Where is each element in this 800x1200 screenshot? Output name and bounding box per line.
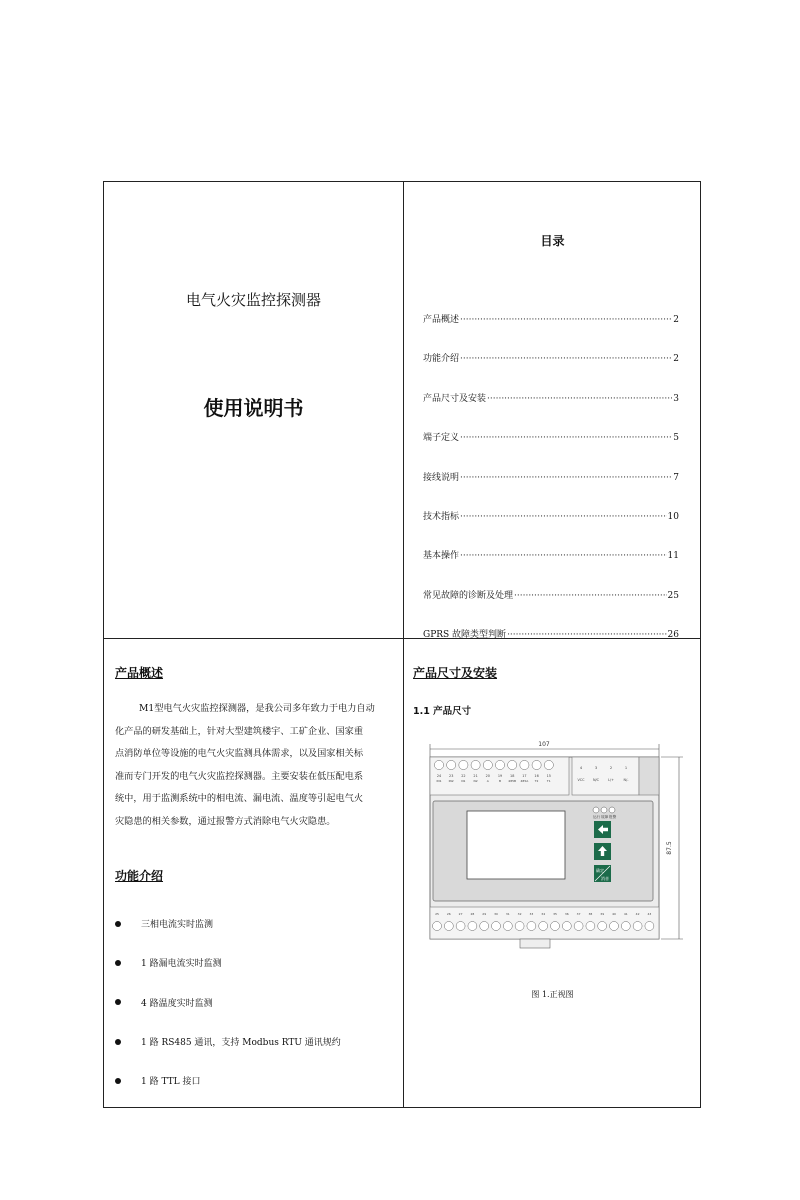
toc-page-number: 10 — [667, 511, 679, 522]
overview-line: 点消防单位等设施的电气火灾监测具体需求，以及国家相关标 — [115, 748, 364, 760]
terminal-number: 21 — [473, 774, 478, 778]
terminal-label: N2 — [473, 779, 478, 783]
terminal-number: 34 — [541, 912, 546, 916]
terminal-label: N1 — [461, 779, 466, 783]
terminal-label: N/- — [623, 778, 629, 782]
terminal-number: 36 — [564, 912, 569, 916]
terminal-screw-icon — [480, 922, 489, 931]
terminal-screw-icon — [456, 922, 465, 931]
indicator-label: 运行 — [593, 815, 601, 819]
toc-panel — [404, 182, 701, 641]
terminal-number: 18 — [510, 774, 515, 778]
terminal-number: 27 — [458, 912, 463, 916]
manual-subtitle: 使用说明书 — [203, 396, 304, 420]
toc-leader-dots — [460, 551, 667, 561]
indicator-label: 故障 — [601, 815, 609, 819]
bullet-icon — [115, 1078, 121, 1084]
fault-indicator-icon — [601, 807, 607, 813]
terminal-screw-icon — [434, 760, 443, 769]
terminal-screw-icon — [633, 922, 642, 931]
toc-leader-dots — [460, 433, 672, 443]
terminal-screw-icon — [562, 922, 571, 931]
terminal-screw-icon — [532, 760, 541, 769]
toc-item[interactable] — [423, 588, 679, 627]
bullet-icon — [115, 1039, 121, 1045]
terminal-screw-icon — [621, 922, 630, 931]
terminal-number: 40 — [612, 912, 616, 916]
toc-item[interactable] — [423, 351, 679, 390]
terminal-number: 22 — [461, 774, 466, 778]
terminal-number: 31 — [505, 912, 510, 916]
dimensions-heading: 产品尺寸及安装 — [413, 666, 498, 680]
terminal-number: 43 — [647, 912, 652, 916]
terminal-label: IN1 — [436, 779, 442, 783]
figure-caption: 图 1.正视图 — [531, 990, 574, 999]
cover-panel — [104, 182, 403, 638]
toc-item-label: GPRS 故障类型判断 — [423, 630, 507, 641]
toc-leader-dots — [460, 315, 672, 325]
terminal-label: 485B — [508, 779, 517, 783]
overview-heading: 产品概述 — [115, 666, 164, 680]
height-dimension-label: 87.5 — [666, 841, 673, 855]
terminal-screw-icon — [495, 760, 504, 769]
toc-item-label: 技术指标 — [423, 511, 460, 522]
terminal-number: 3 — [594, 766, 598, 770]
toc-page-number: 7 — [673, 472, 679, 483]
feature-item-text: 三相电流实时监测 — [141, 920, 214, 931]
terminal-number: 28 — [470, 912, 475, 916]
terminal-label: 485A — [520, 779, 529, 783]
overview-line: 灾隐患的相关参数，通过报警方式消除电气火灾隐患。 — [115, 815, 336, 827]
enter-key-label: 确定 — [596, 868, 604, 873]
side-rail — [639, 757, 659, 795]
terminal-number: 4 — [579, 766, 583, 770]
terminal-number: 42 — [635, 912, 640, 916]
terminal-label: N/C — [592, 778, 600, 782]
toc-item-label: 产品尺寸及安装 — [423, 393, 487, 404]
features-heading: 功能介绍 — [115, 869, 164, 883]
terminal-number: 41 — [623, 912, 628, 916]
terminal-number: 15 — [546, 774, 551, 778]
terminal-screw-icon — [520, 760, 529, 769]
power-terminal-block — [572, 757, 639, 795]
terminal-label: L/+ — [608, 778, 614, 782]
toc-list — [423, 312, 679, 667]
feature-item — [115, 1061, 341, 1100]
feature-item-text: 1 路 RS485 通讯，支持 Modbus RTU 通讯规约 — [141, 1038, 341, 1049]
feature-item-text: 1 路漏电流实时监测 — [141, 959, 222, 970]
dimensions-panel — [404, 639, 701, 1107]
terminal-number: 39 — [600, 912, 605, 916]
terminal-screw-icon — [483, 760, 492, 769]
terminal-number: 17 — [522, 774, 527, 778]
terminal-screw-icon — [586, 922, 595, 931]
overview-line: 统中，用于监测系统中的相电流、漏电流、温度等引起电气火 — [115, 793, 364, 805]
overview-line: 化产品的研发基础上，针对大型建筑楼宇、工矿企业、国家重 — [115, 725, 364, 737]
toc-leader-dots — [460, 512, 667, 522]
terminal-label: B — [498, 779, 502, 783]
toc-item-label: 接线说明 — [423, 472, 460, 483]
bullet-icon — [115, 960, 121, 966]
terminal-screw-icon — [539, 922, 548, 931]
overview-paragraph — [115, 698, 393, 834]
terminal-number: 33 — [529, 912, 534, 916]
terminal-number: 37 — [576, 912, 581, 916]
terminal-number: 1 — [624, 766, 628, 770]
terminal-screw-icon — [492, 922, 501, 931]
toc-item-label: 功能介绍 — [423, 354, 460, 365]
toc-page-number: 11 — [667, 551, 679, 562]
terminal-number: 38 — [588, 912, 593, 916]
terminal-label: A — [486, 779, 489, 783]
terminal-screw-icon — [551, 922, 560, 931]
overview-line: M1型电气火灾监控探测器，是我公司多年致力于电力自动 — [139, 703, 375, 714]
toc-item[interactable] — [423, 509, 679, 548]
terminal-screw-icon — [574, 922, 583, 931]
toc-page-number: 2 — [673, 315, 679, 325]
terminal-screw-icon — [447, 760, 456, 769]
toc-leader-dots — [487, 394, 672, 404]
toc-leader-dots — [460, 354, 672, 364]
terminal-screw-icon — [598, 922, 607, 931]
toc-page-number: 5 — [673, 433, 679, 444]
feature-list — [115, 904, 341, 1100]
toc-page-number: 3 — [673, 393, 679, 404]
terminal-screw-icon — [459, 760, 468, 769]
feature-item-text: 4 路温度实时监测 — [141, 998, 213, 1009]
bullet-icon — [115, 999, 121, 1005]
terminal-screw-icon — [527, 922, 536, 931]
manual-page-grid — [103, 181, 701, 1108]
toc-item-label: 产品概述 — [423, 315, 460, 325]
display-screen — [467, 811, 565, 879]
terminal-label: VCC — [577, 778, 585, 782]
toc-page-number: 25 — [667, 590, 679, 601]
terminal-label: T1 — [546, 779, 551, 783]
front-view-drawing — [417, 717, 687, 987]
mute-key-label: 消音 — [601, 876, 609, 881]
bullet-icon — [115, 921, 121, 927]
run-indicator-icon — [593, 807, 599, 813]
din-rail-clip — [520, 939, 550, 948]
feature-item — [115, 904, 341, 943]
terminal-number: 23 — [449, 774, 454, 778]
feature-item — [115, 943, 341, 982]
terminal-number: 16 — [534, 774, 539, 778]
terminal-number: 25 — [435, 912, 439, 916]
toc-item-label: 端子定义 — [423, 433, 460, 444]
feature-item-text: 1 路 TTL 接口 — [141, 1077, 201, 1088]
terminal-number: 20 — [485, 774, 490, 778]
terminal-number: 19 — [497, 774, 503, 778]
terminal-screw-icon — [433, 922, 442, 931]
width-dimension-label: 107 — [538, 741, 550, 748]
toc-page-number: 2 — [673, 354, 679, 365]
terminal-number: 2 — [609, 766, 613, 770]
terminal-screw-icon — [468, 922, 477, 931]
terminal-screw-icon — [503, 922, 512, 931]
terminal-number: 30 — [494, 912, 498, 916]
terminal-screw-icon — [515, 922, 524, 931]
product-title: 电气火灾监控探测器 — [185, 291, 321, 309]
overview-panel — [104, 639, 403, 1107]
toc-item[interactable] — [423, 430, 679, 469]
terminal-number: 26 — [446, 912, 451, 916]
terminal-screw-icon — [471, 760, 480, 769]
feature-item — [115, 983, 341, 1022]
terminal-screw-icon — [645, 922, 654, 931]
toc-title: 目录 — [540, 234, 565, 248]
toc-item[interactable] — [423, 470, 679, 509]
overview-line: 准而专门开发的电气火灾监控探测器。主要安装在低压配电系 — [115, 770, 364, 782]
toc-item-label: 基本操作 — [423, 551, 460, 562]
terminal-label: T2 — [534, 779, 539, 783]
terminal-number: 35 — [553, 912, 557, 916]
terminal-number: 24 — [436, 774, 442, 778]
terminal-screw-icon — [444, 922, 453, 931]
toc-leader-dots — [514, 591, 667, 601]
toc-leader-dots — [460, 473, 672, 483]
indicator-label: 报警 — [609, 815, 617, 819]
terminal-screw-icon — [610, 922, 619, 931]
toc-item[interactable] — [423, 548, 679, 587]
toc-item-label: 常见故障的诊断及处理 — [423, 590, 514, 601]
terminal-number: 29 — [482, 912, 487, 916]
toc-item[interactable] — [423, 391, 679, 430]
alarm-indicator-icon — [609, 807, 615, 813]
toc-page-number: 26 — [667, 630, 679, 641]
terminal-number: 32 — [517, 912, 522, 916]
dimensions-subheading: 1.1 产品尺寸 — [413, 706, 472, 717]
toc-item[interactable] — [423, 312, 679, 351]
terminal-screw-icon — [544, 760, 553, 769]
feature-item — [115, 1022, 341, 1061]
terminal-label: IN2 — [448, 779, 454, 783]
terminal-screw-icon — [508, 760, 517, 769]
